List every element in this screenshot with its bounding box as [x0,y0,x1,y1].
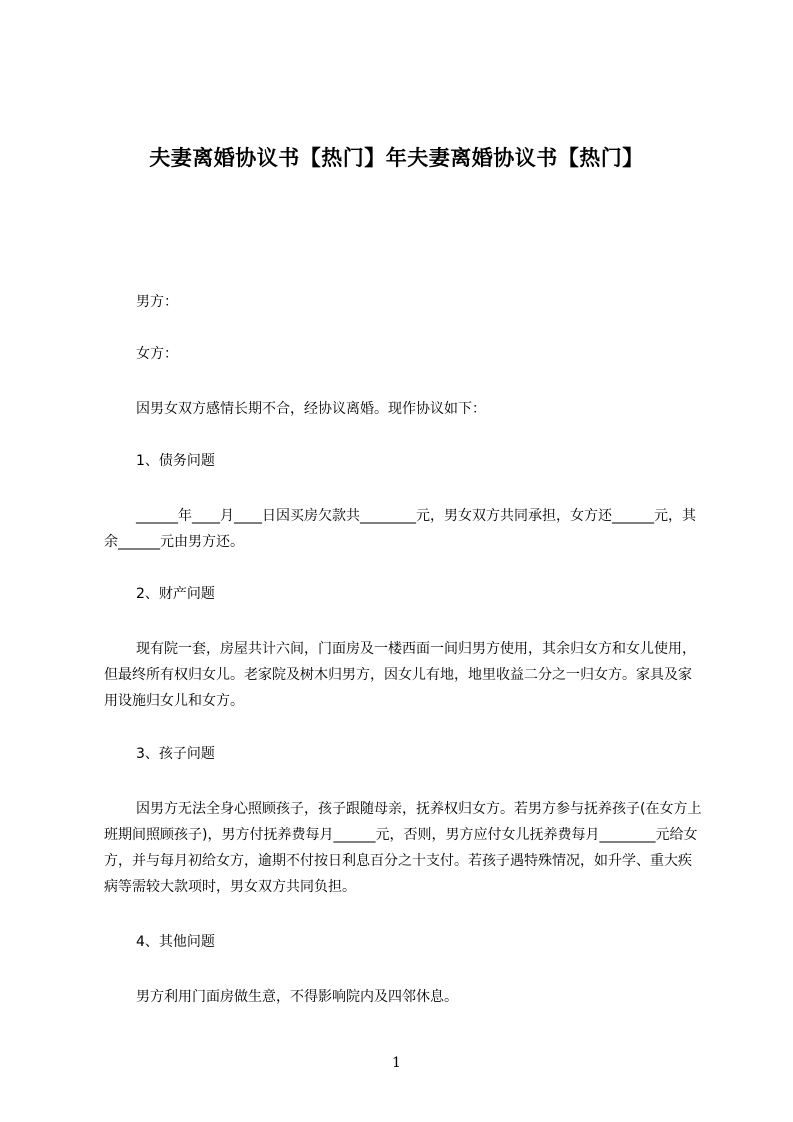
document-title: 夫妻离婚协议书【热门】年夫妻离婚协议书【热门】 [149,146,644,170]
section-heading-debt: 1、债务问题 [136,453,215,469]
paragraph-debt: ______年____月____日因买房欠款共________元，男女双方共同承担，女方还______元，其余______元由男方还。 [104,508,696,550]
section-heading-other: 4、其他问题 [136,934,215,950]
paragraph-intro: 因男女双方感情长期不合，经协议离婚。现作协议如下： [136,401,486,417]
paragraph-other: 男方利用门面房做生意，不得影响院内及四邻休息。 [136,989,458,1005]
section-heading-property: 2、财产问题 [136,586,215,602]
section-heading-children: 3、孩子问题 [136,746,215,762]
paragraph-wife: 女方： [136,346,178,362]
paragraph-children: 因男方无法全身心照顾孩子，孩子跟随母亲，抚养权归女方。若男方参与抚养孩子(在女方上班期间照顾孩子)，男方付抚养费每月______元，否则，男方应付女儿抚养费每月________元给女方，并与每月初给女方，逾期不付按日利息百分之十支付。若孩子遇特殊情况，如升学、重大疾病等需较大款项时，男女双方共同负担。 [104,801,702,895]
paragraph-property: 现有院一套，房屋共计六间，门面房及一楼西面一间归男方使用，其余归女方和女儿使用，但最终所有权归女儿。老家院及树木归男方，因女儿有地，地里收益二分之一归女方。家具及家用设施归女儿和女方。 [104,641,696,709]
page-number: 1 [392,1055,401,1071]
paragraph-husband: 男方： [136,294,178,310]
